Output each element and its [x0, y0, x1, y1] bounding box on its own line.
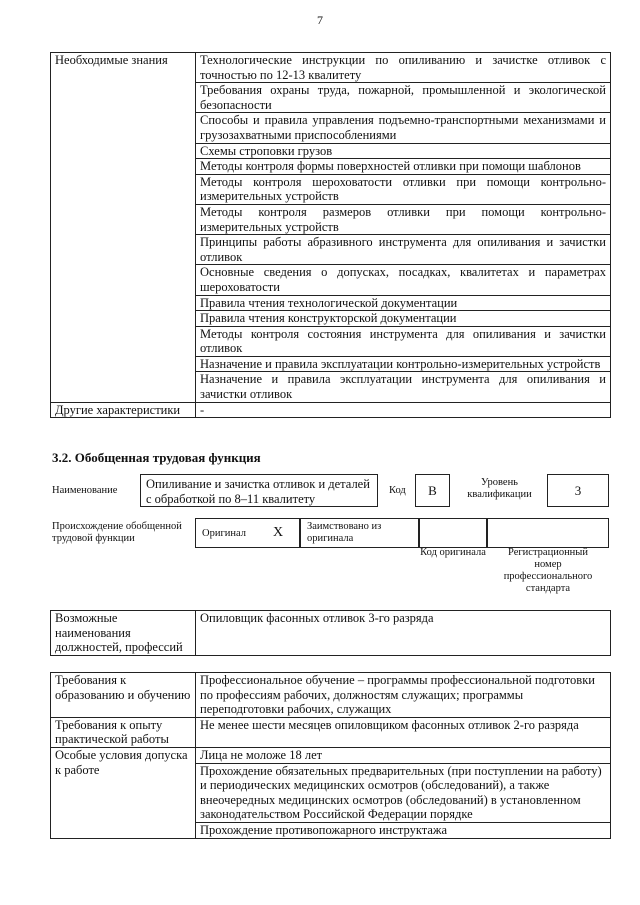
knowledge-item: Основные сведения о допусках, посадках, квалитетах и параметрах шероховатости: [196, 265, 611, 295]
other-characteristics-label: Другие характеристики: [51, 402, 196, 418]
knowledge-item: Методы контроля шероховатости отливки при помощи контрольно-измерительных устройств: [196, 174, 611, 204]
reg-number-label: Регистрационный номер профессионального стандарта: [503, 547, 593, 594]
original-mark: Х: [273, 525, 284, 540]
borrowed-box: Заимствовано из оригинала: [300, 518, 419, 548]
knowledge-item: Методы контроля размеров отливки при помощи контрольно-измерительных устройств: [196, 204, 611, 234]
knowledge-item: Схемы строповки грузов: [196, 143, 611, 159]
knowledge-item: Принципы работы абразивного инструмента для опиливания и зачистки отливок: [196, 235, 611, 265]
code-original-label: Код оригинала: [420, 547, 486, 558]
positions-label: Возможные наименования должностей, профессий: [51, 611, 196, 656]
level-label: Уровень квалификации: [467, 477, 532, 500]
knowledge-item: Методы контроля состояния инструмента для опиливания и зачистки отливок: [196, 326, 611, 356]
conditions-value: Прохождение противопожарного инструктажа: [196, 822, 611, 838]
education-label: Требования к образованию и обучению: [51, 673, 196, 718]
positions-table: [50, 610, 611, 656]
knowledge-item: Способы и правила управления подъемно-транспортными механизмами и грузозахватными приспособлениями: [196, 113, 611, 143]
conditions-value: Лица не моложе 18 лет: [196, 747, 611, 763]
code-value-box: В: [415, 474, 450, 507]
requirements-table: [50, 672, 611, 839]
knowledge-item: Технологические инструкции по опиливанию и зачистке отливок с точностью по 12-13 квалитету: [196, 53, 611, 83]
positions-value: Опиловщик фасонных отливок 3-го разряда: [196, 611, 611, 656]
level-value-box: 3: [547, 474, 609, 507]
knowledge-label: Необходимые знания: [51, 53, 196, 403]
knowledge-item: Назначение и правила эксплуатации контрольно-измерительных устройств: [196, 356, 611, 372]
other-characteristics-value: -: [196, 402, 611, 418]
experience-label: Требования к опыту практической работы: [51, 717, 196, 747]
code-original-box: [419, 518, 487, 548]
conditions-value: Прохождение обязательных предварительных (при поступлении на работу) и периодических медицинских осмотров (обследований), а также внеочередных медицинских осмотров (обследований) в установленном законодательством Российской Федерации порядке: [196, 763, 611, 822]
section-heading: 3.2. Обобщенная трудовая функция: [52, 450, 261, 465]
knowledge-item: Методы контроля формы поверхностей отливки при помощи шаблонов: [196, 159, 611, 175]
knowledge-item: Правила чтения технологической документации: [196, 295, 611, 311]
knowledge-table: [50, 52, 611, 418]
reg-number-box: [487, 518, 609, 548]
experience-value: Не менее шести месяцев опиловщиком фасонных отливок 2-го разряда: [196, 717, 611, 747]
page-number: 7: [317, 13, 323, 27]
education-value: Профессиональное обучение – программы профессиональной подготовки по профессиям рабочих, должностям служащих; программы переподготовки рабочих, служащих: [196, 673, 611, 718]
knowledge-item: Назначение и правила эксплуатации инструмента для опиливания и зачистки отливок: [196, 372, 611, 402]
original-box: [195, 518, 300, 548]
origin-label: Происхождение обобщенной трудовой функции: [52, 521, 182, 544]
function-name-box: Опиливание и зачистка отливок и деталей с обработкой по 8–11 квалитету: [140, 474, 378, 507]
original-label: Оригинал: [202, 528, 246, 539]
knowledge-item: Требования охраны труда, пожарной, промышленной и экологической безопасности: [196, 83, 611, 113]
name-label: Наименование: [52, 485, 118, 496]
code-label: Код: [389, 485, 406, 496]
conditions-label: Особые условия допуска к работе: [51, 747, 196, 838]
knowledge-item: Правила чтения конструкторской документации: [196, 311, 611, 327]
